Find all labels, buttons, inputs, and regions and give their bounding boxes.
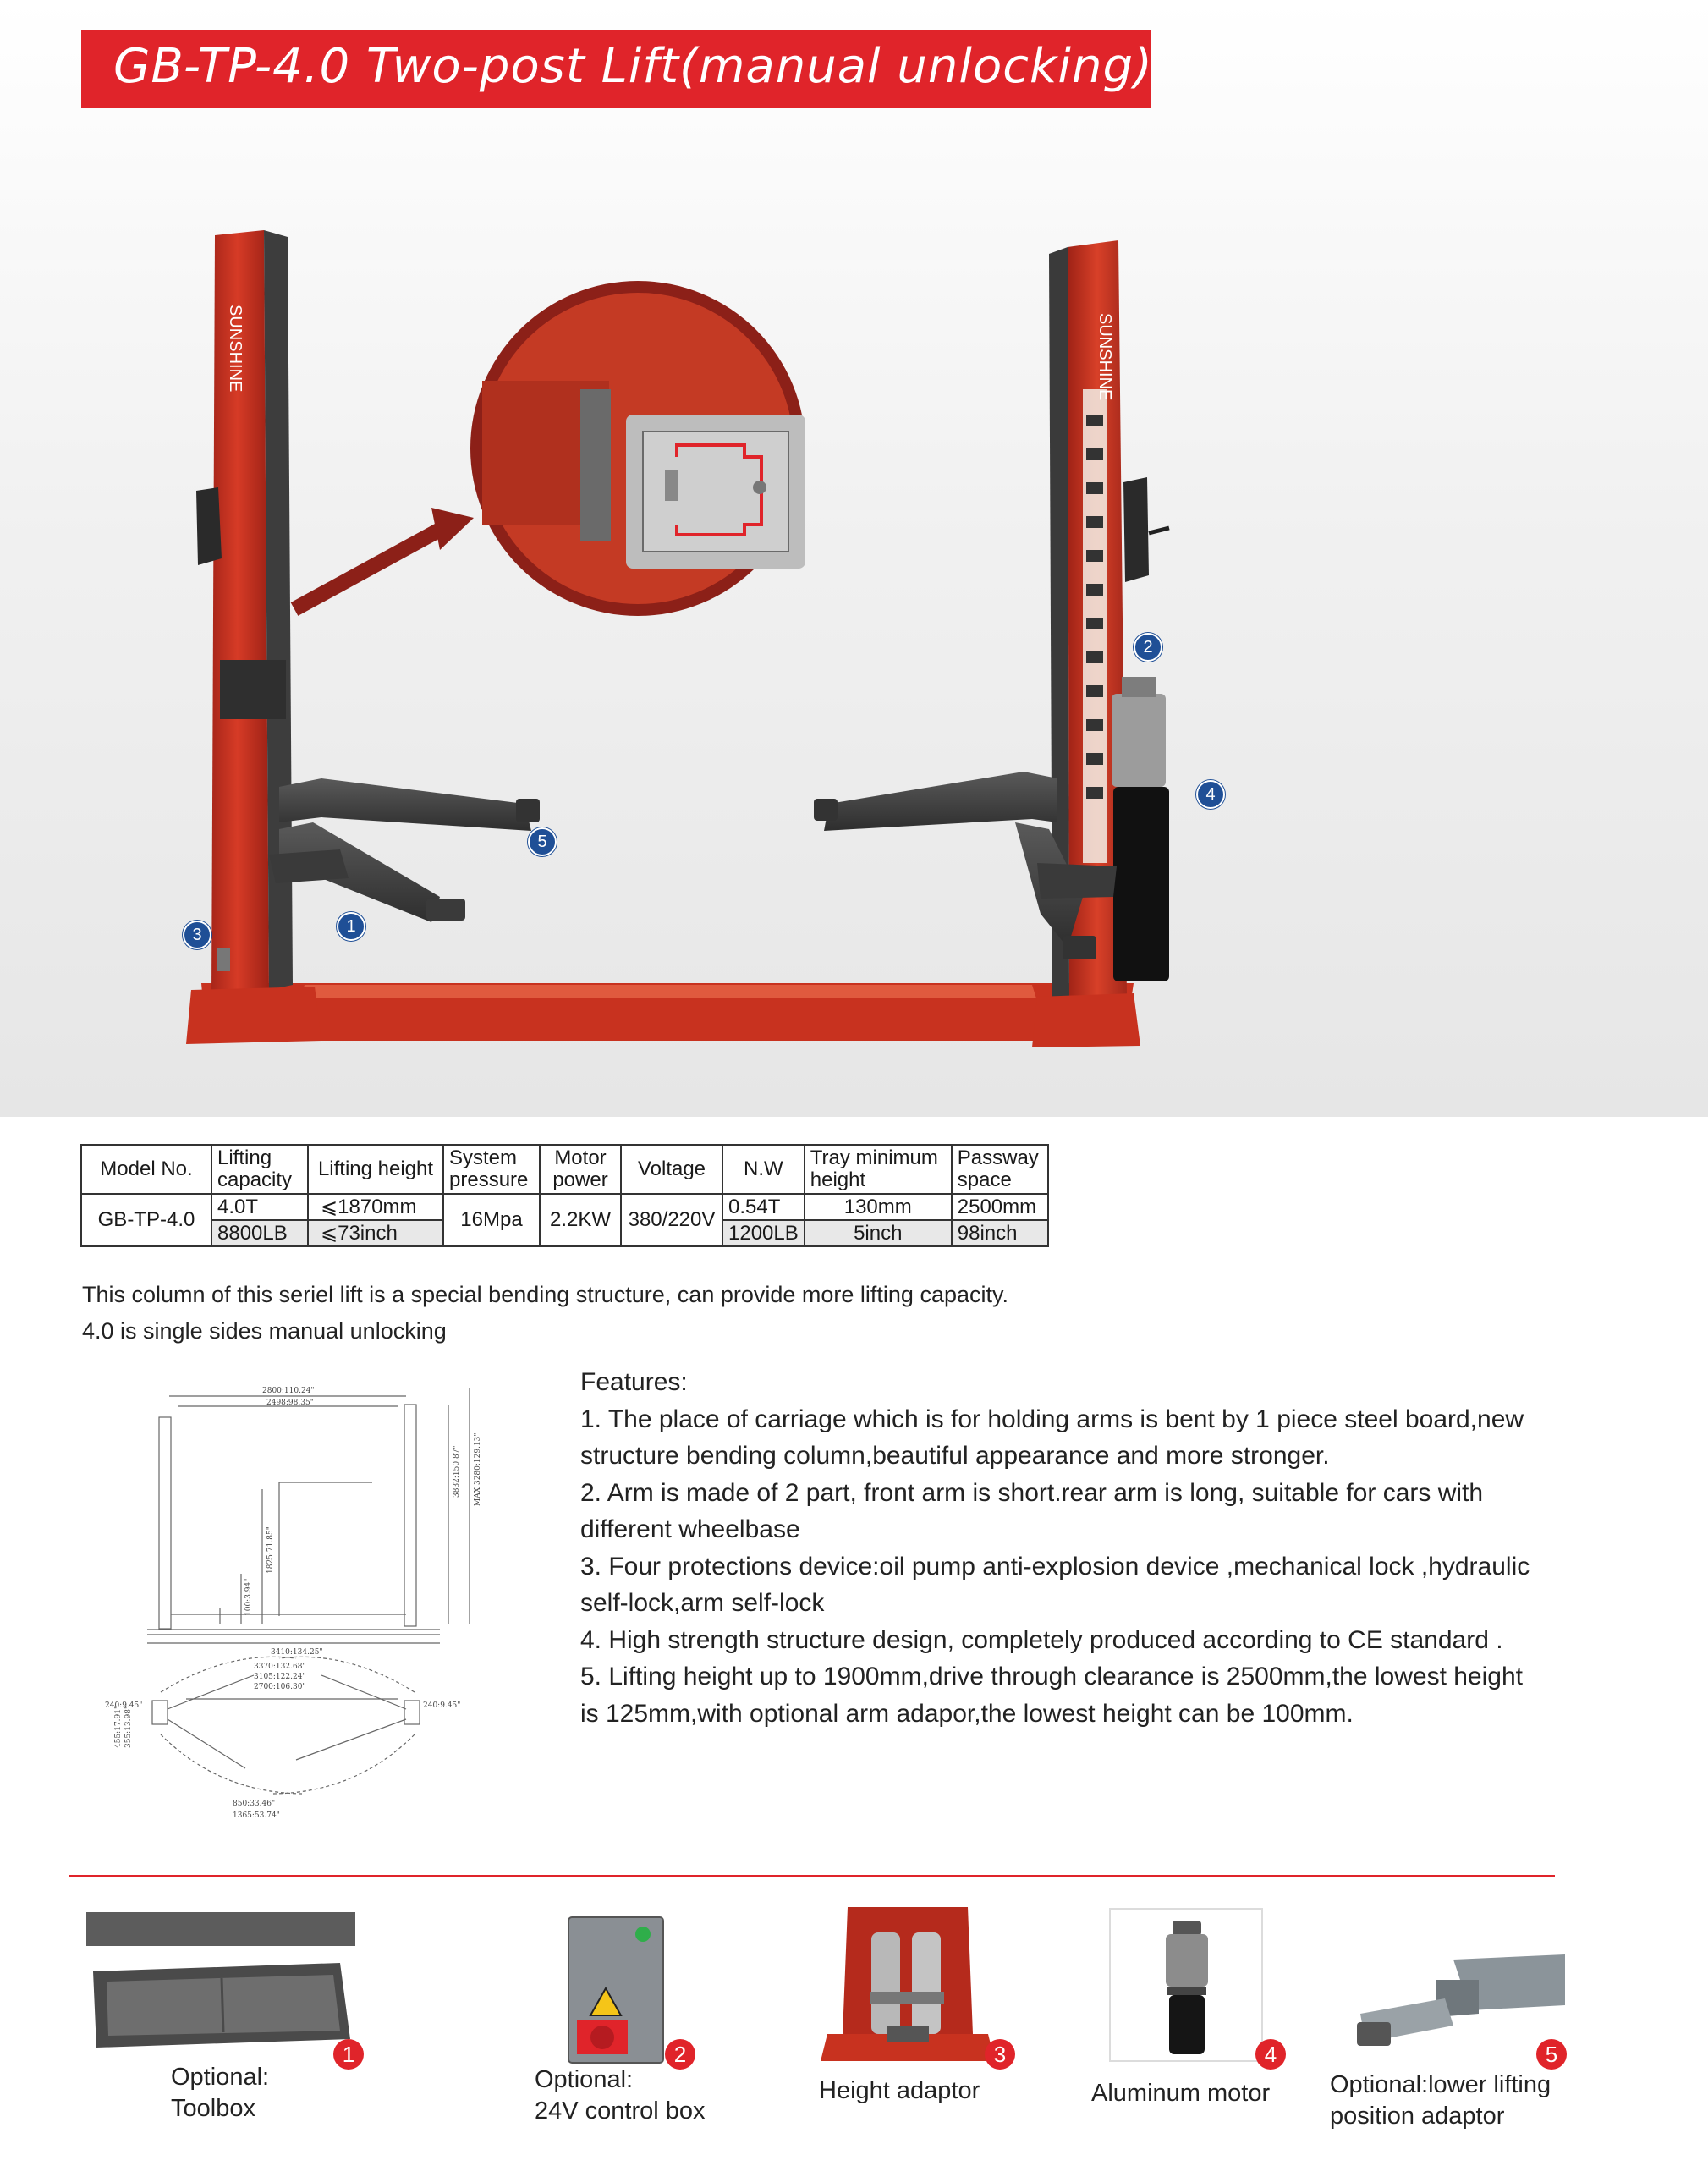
callout-4: 4 (1196, 780, 1225, 809)
cell-voltage: 380/220V (621, 1194, 722, 1246)
dim-height-right: 3832:150.87" (453, 1445, 461, 1498)
cell-model: GB-TP-4.0 (81, 1194, 211, 1246)
section-divider (69, 1875, 1555, 1877)
cell-passway-imperial: 98inch (952, 1220, 1048, 1246)
accessory-label-motor (1091, 2078, 1270, 2109)
feature-line: 3. Four protections device:oil pump anti-explosion device ,mechanical lock ,hydraulic (580, 1552, 1530, 1581)
accessory-label-toolbox (171, 2062, 269, 2125)
hdr-model: Model No. (81, 1145, 211, 1194)
accessory-label-control-box (535, 2064, 706, 2127)
callout-5: 5 (528, 827, 557, 856)
dim-lift-height: 1825:71.85" (266, 1526, 275, 1574)
cell-height-imperial: ⩽73inch (308, 1220, 443, 1246)
hdr-capacity: Lifting capacity (211, 1145, 308, 1194)
feature-line: self-lock,arm self-lock (580, 1589, 825, 1617)
dim-max-height: MAX 3280:129.13" (474, 1432, 482, 1506)
cell-passway-metric: 2500mm (952, 1194, 1048, 1220)
hdr-tray: Tray minimum height (805, 1145, 952, 1194)
hdr-height: Lifting height (308, 1145, 443, 1194)
toolbox-image (86, 1912, 355, 2054)
accessory-label-line: Aluminum motor (1091, 2080, 1271, 2107)
accessory-label-line: Toolbox (171, 2095, 255, 2122)
accessory-label-line: position adaptor (1330, 2103, 1505, 2130)
dim-plan-side-2: 355:13.98" (124, 1705, 133, 1748)
accessory-label-line: Optional: (171, 2064, 270, 2091)
accessory-number-4: 4 (1255, 2039, 1286, 2070)
feature-line: structure bending column,beautiful appearance and more stronger. (580, 1442, 1330, 1470)
dim-low-height: 100:3.94" (244, 1578, 253, 1616)
accessory-label-adaptor (1330, 2070, 1551, 2132)
accessory-number-2: 2 (665, 2039, 695, 2070)
feature-line: 2. Arm is made of 2 part, front arm is short.rear arm is long, suitable for cars with (580, 1478, 1484, 1507)
hdr-pressure: System pressure (443, 1145, 540, 1194)
cell-motor: 2.2KW (540, 1194, 621, 1246)
callout-3: 3 (183, 921, 211, 949)
accessory-label-line: 24V control box (535, 2097, 706, 2125)
hdr-nw: N.W (722, 1145, 805, 1194)
hdr-passway: Passway space (952, 1145, 1048, 1194)
control-box-image (565, 1914, 667, 2066)
height-adaptor-image (819, 1907, 997, 2061)
features-block (580, 1364, 1621, 1732)
title-banner (81, 30, 1151, 108)
dim-plan-bottom-1: 850:33.46" (233, 1800, 276, 1808)
accessory-label-height-adaptor (819, 2075, 980, 2107)
features-heading: Features: (580, 1368, 688, 1396)
cell-tray-imperial: 5inch (805, 1220, 952, 1246)
dim-plan-top-3: 2700:106.30" (254, 1683, 306, 1691)
feature-line: 5. Lifting height up to 1900mm,drive through clearance is 2500mm,the lowest height (580, 1663, 1523, 1690)
aluminum-motor-image (1110, 1909, 1262, 2061)
accessory-number-5: 5 (1536, 2039, 1567, 2070)
right-brand-label: SUNSHINE (1096, 313, 1114, 401)
hdr-motor: Motor power (540, 1145, 621, 1194)
lower-lifting-adaptor-image (1352, 1954, 1565, 2054)
cell-height-metric: ⩽1870mm (308, 1194, 443, 1220)
dim-top-width: 2800:110.24" (262, 1387, 315, 1395)
page-title: GB-TP-4.0 Two-post Lift(manual unlocking) (113, 39, 1153, 94)
note-unlocking: 4.0 is single sides manual unlocking (82, 1318, 447, 1344)
dim-plan-top-1: 3370:132.68" (254, 1663, 306, 1671)
cell-nw-metric: 0.54T (722, 1194, 805, 1220)
technical-drawing (105, 1371, 499, 1828)
dim-plan-top-2: 3105:122.24" (254, 1673, 306, 1681)
hdr-voltage: Voltage (621, 1145, 722, 1194)
callout-2: 2 (1134, 633, 1162, 662)
cell-nw-imperial: 1200LB (722, 1220, 805, 1246)
accessory-number-1: 1 (333, 2039, 364, 2070)
accessory-label-line: Height adaptor (819, 2077, 980, 2104)
dim-plan-left: 240:9.45" (105, 1701, 143, 1710)
two-post-lift-illustration (0, 135, 1708, 1117)
dim-base-width: 3410:134.25" (271, 1648, 323, 1657)
accessory-number-3: 3 (985, 2039, 1015, 2070)
dim-plan-bottom-2: 1365:53.74" (233, 1811, 280, 1820)
dim-plan-side-1: 455:17.91" (114, 1705, 123, 1748)
cell-tray-metric: 130mm (805, 1194, 952, 1220)
note-structure: This column of this seriel lift is a special bending structure, can provide more lifting capacity. (82, 1282, 1008, 1307)
dim-inner-width: 2498:98.35" (266, 1399, 314, 1407)
cell-pressure: 16Mpa (443, 1194, 540, 1246)
accessory-label-line: Optional:lower lifting (1330, 2071, 1551, 2098)
feature-line: 1. The place of carriage which is for holding arms is bent by 1 piece steel board,new (580, 1405, 1524, 1433)
dim-plan-right: 240:9.45" (423, 1701, 461, 1710)
feature-line: is 125mm,with optional arm adapor,the lowest height can be 100mm. (580, 1699, 1354, 1728)
cell-capacity-imperial: 8800LB (211, 1220, 308, 1246)
left-brand-label: SUNSHINE (226, 305, 244, 393)
feature-line: different wheelbase (580, 1515, 800, 1543)
cell-capacity-metric: 4.0T (211, 1194, 308, 1220)
spec-table (80, 1144, 1049, 1247)
accessory-label-line: Optional: (535, 2066, 634, 2093)
callout-1: 1 (337, 912, 365, 941)
feature-line: 4. High strength structure design, completely produced according to CE standard . (580, 1625, 1503, 1654)
